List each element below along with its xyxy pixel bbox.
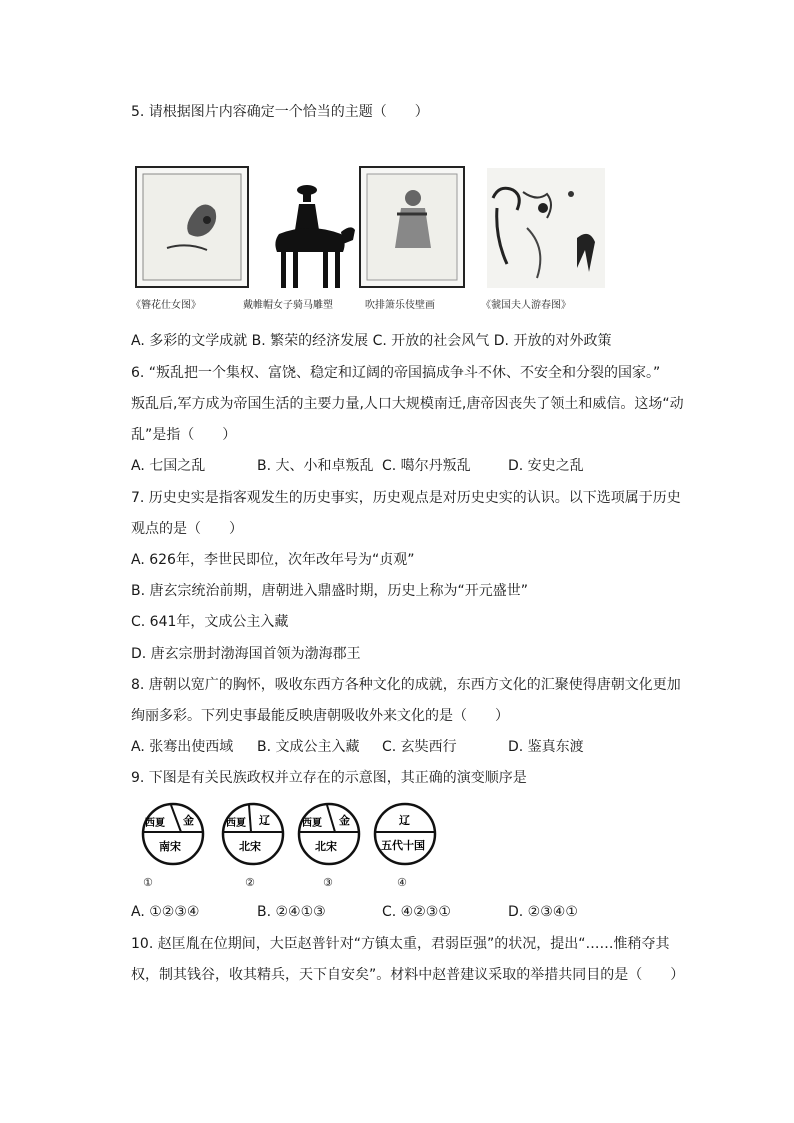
q9-option-a: A. ①②③④ (131, 904, 200, 920)
spring-outing-painting-image (487, 168, 605, 288)
circle-4-bottom: 五代十国 (381, 839, 425, 852)
q10-line-1: 10. 赵匡胤在位期间，大臣赵普针对“方镇太重，君弱臣强”的状况，提出“……惟稍夺其 (131, 936, 670, 952)
circle-2-number: ② (245, 876, 255, 889)
q6-option-d: D. 安史之乱 (508, 458, 584, 474)
regime-circle-4 (373, 802, 437, 866)
circle-1-top-right: 金 (183, 814, 194, 827)
q6-line-3: 乱”是指（ ） (131, 427, 237, 443)
circle-1-top-left: 西夏 (145, 818, 165, 829)
painting-image-1 (135, 166, 249, 288)
regime-circle-1 (141, 802, 205, 866)
q5-figure-strip (131, 166, 609, 316)
q5-options: A. 多彩的文学成就 B. 繁荣的经济发展 C. 开放的社会风气 D. 开放的对外政策 (131, 333, 612, 349)
q7-option-d: D. 唐玄宗册封渤海国首领为渤海郡王 (131, 646, 361, 662)
circle-2-top-left: 西夏 (226, 818, 246, 829)
q9-option-b: B. ②④①③ (257, 904, 326, 920)
q8-line-2: 绚丽多彩。下列史事最能反映唐朝吸收外来文化的是（ ） (131, 708, 509, 724)
regime-circle-3 (297, 802, 361, 866)
q9-option-d: D. ②③④① (508, 904, 578, 920)
q7-option-c: C. 641年，文成公主入藏 (131, 614, 289, 630)
q7-option-b: B. 唐玄宗统治前期，唐朝进入鼎盛时期，历史上称为“开元盛世” (131, 583, 529, 599)
circle-3-number: ③ (323, 876, 333, 889)
q6-line-1: 6. “叛乱把一个集权、富饶、稳定和辽阔的帝国搞成争斗不休、不安全和分裂的国家。” (131, 365, 661, 381)
q6-line-2: 叛乱后,军方成为帝国生活的主要力量,人口大规模南迁,唐帝因丧失了领土和威信。这场“动 (131, 396, 684, 412)
q8-line-1: 8. 唐朝以宽广的胸怀，吸收东西方各种文化的成就，东西方文化的汇聚使得唐朝文化更加 (131, 677, 681, 693)
circle-3-top-left: 西夏 (302, 818, 322, 829)
caption-4: 《虢国夫人游春图》 (481, 300, 571, 311)
q6-option-b: B. 大、小和卓叛乱 (257, 458, 374, 474)
caption-3: 吹排箫乐伎壁画 (365, 300, 435, 311)
circle-2-top-right: 辽 (259, 814, 270, 827)
q7-line-1: 7. 历史史实是指客观发生的历史事实，历史观点是对历史史实的认识。以下选项属于历史 (131, 490, 681, 506)
caption-1: 《簪花仕女图》 (131, 300, 201, 311)
q8-option-c: C. 玄奘西行 (382, 739, 457, 755)
q8-option-d: D. 鉴真东渡 (508, 739, 584, 755)
q7-option-a: A. 626年，李世民即位，次年改年号为“贞观” (131, 552, 415, 568)
q9-option-c: C. ④②③① (382, 904, 451, 920)
q9-regime-diagrams (141, 802, 461, 892)
circle-4-number: ④ (397, 876, 407, 889)
q5-stem: 5. 请根据图片内容确定一个恰当的主题（ ） (131, 104, 429, 120)
rider-sculpture-image (263, 176, 363, 292)
circle-2-bottom: 北宋 (239, 840, 261, 853)
q7-line-2: 观点的是（ ） (131, 521, 243, 537)
q10-line-2: 权，制其钱谷，收其精兵，天下自安矣”。材料中赵普建议采取的举措共同目的是（ ） (131, 967, 685, 983)
q6-option-a: A. 七国之乱 (131, 458, 206, 474)
q8-option-b: B. 文成公主入藏 (257, 739, 360, 755)
circle-3-bottom: 北宋 (315, 840, 337, 853)
circle-4-top: 辽 (399, 814, 410, 827)
circle-3-top-right: 金 (339, 814, 350, 827)
regime-circle-2 (221, 802, 285, 866)
q6-option-c: C. 噶尔丹叛乱 (382, 458, 471, 474)
circle-1-bottom: 南宋 (159, 840, 181, 853)
caption-2: 戴帷帽女子骑马雕塑 (243, 300, 333, 311)
q9-stem: 9. 下图是有关民族政权并立存在的示意图，其正确的演变顺序是 (131, 770, 527, 786)
q8-option-a: A. 张骞出使西域 (131, 739, 234, 755)
circle-1-number: ① (143, 876, 153, 889)
mural-image (359, 166, 465, 288)
